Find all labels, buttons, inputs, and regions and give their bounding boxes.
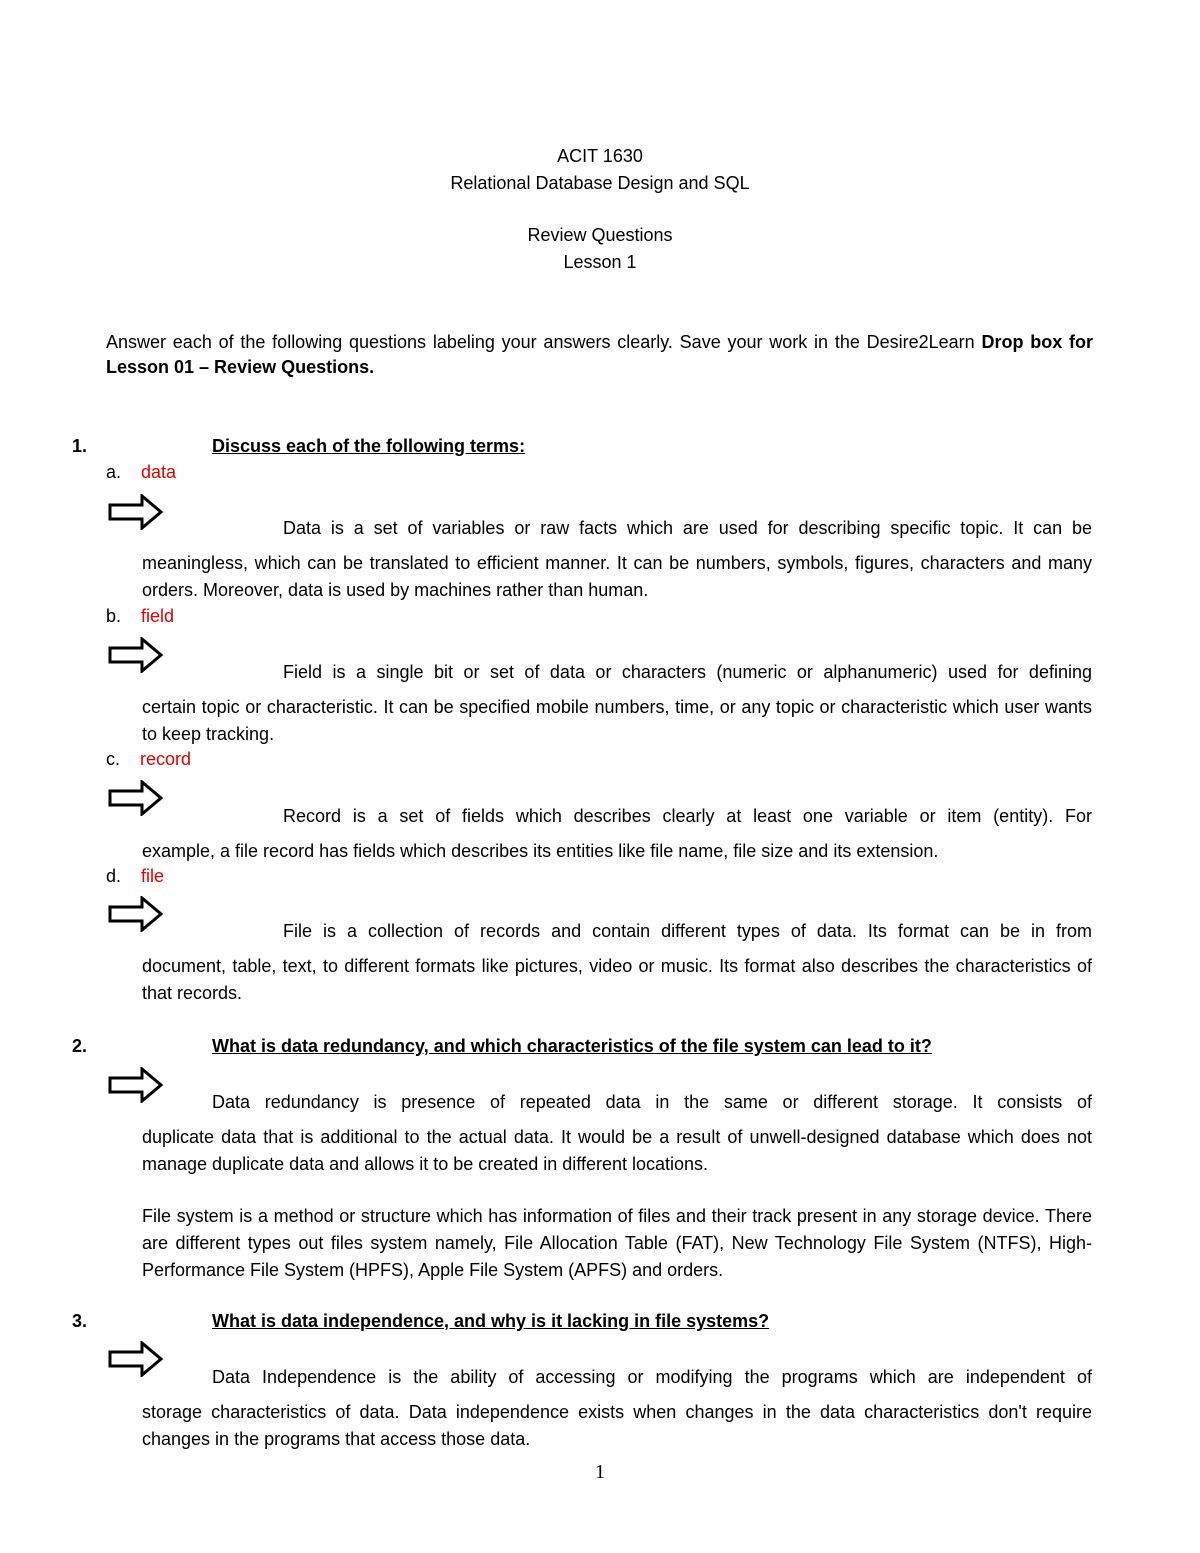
q1a-answer (142, 515, 1092, 604)
lesson-label: Lesson 1 (563, 252, 637, 272)
q1c-letter: c. (106, 749, 121, 769)
q1d-answer-rest: document, table, text, to different formats like pictures, video or music. Its format also describes the characteristics of that records. (142, 956, 1092, 1003)
q1d-label (106, 866, 164, 887)
document-type: Review Questions (527, 225, 673, 245)
q3-title: What is data independence, and why is it lacking in file systems? (212, 1311, 770, 1331)
q2-answer-line1: Data redundancy is presence of repeated data in the same or different storage. It consists of (212, 1092, 1092, 1112)
q1c-answer-rest: example, a file record has fields which describes its entities like file name, file size and its extension. (142, 841, 939, 861)
q1b-letter: b. (106, 606, 122, 626)
instructions (106, 330, 1093, 380)
q1d-answer (142, 918, 1092, 1007)
q1d-answer-line1: File is a collection of records and contain different types of data. Its format can be in from (283, 921, 1092, 941)
course-name: Relational Database Design and SQL (450, 173, 750, 193)
q1a-answer-rest: meaningless, which can be translated to efficient manner. It can be numbers, symbols, figures, characters and many orders. Moreover, data is used by machines rather than human. (142, 553, 1092, 600)
q1-number: 1. (72, 436, 88, 456)
q2-answer-rest: duplicate data that is additional to the actual data. It would be a result of unwell-designed database which does not manage duplicate data and allows it to be created in different locations. (142, 1127, 1092, 1174)
q1a-label (106, 462, 176, 483)
q1b-answer-rest: certain topic or characteristic. It can be specified mobile numbers, time, or any topic or characteristic which user wants to keep tracking. (142, 697, 1092, 744)
q1c-label (106, 749, 191, 770)
q2-answer (142, 1089, 1092, 1284)
q3-answer-rest: storage characteristics of data. Data independence exists when changes in the data characteristics don't require changes in the programs that access those data. (142, 1402, 1092, 1449)
q1d-term: file (141, 866, 165, 886)
q1c-answer (142, 803, 1092, 865)
q1d-letter: d. (106, 866, 122, 886)
q1-title: Discuss each of the following terms: (212, 436, 526, 456)
q1c-term: record (140, 749, 192, 769)
course-code: ACIT 1630 (557, 146, 643, 166)
page-number: 1 (595, 1461, 605, 1483)
q3-answer (142, 1364, 1092, 1453)
q1c-answer-line1: Record is a set of fields which describes clearly at least one variable or item (entity). For (283, 806, 1092, 826)
q1a-answer-line1: Data is a set of variables or raw facts which are used for describing specific topic. It can be (283, 518, 1092, 538)
q1b-answer-line1: Field is a single bit or set of data or characters (numeric or alphanumeric) used for defining (283, 662, 1092, 682)
q3-answer-line1: Data Independence is the ability of accessing or modifying the programs which are independent of (212, 1367, 1092, 1387)
q1b-term: field (141, 606, 175, 626)
q2-title: What is data redundancy, and which characteristics of the file system can lead to it? (212, 1036, 932, 1056)
q1b-answer (142, 659, 1092, 748)
q1a-term: data (141, 462, 177, 482)
instructions-text: Answer each of the following questions labeling your answers clearly. Save your work in the Desire2Learn (106, 332, 982, 352)
instructions-bold: Drop box for Lesson 01 – Review Questions. (106, 332, 1094, 377)
q3-number: 3. (72, 1311, 88, 1331)
q1a-letter: a. (106, 462, 122, 482)
q1b-label (106, 606, 174, 627)
q2-answer-para2: File system is a method or structure which has information of files and their track present in any storage device. There are different types out files system namely, File Allocation Table (FAT), New Technology File System (NTFS), High-Performance File System (HPFS), Apple File System (APFS) and orders. (142, 1206, 1092, 1280)
q2-number: 2. (72, 1036, 88, 1056)
